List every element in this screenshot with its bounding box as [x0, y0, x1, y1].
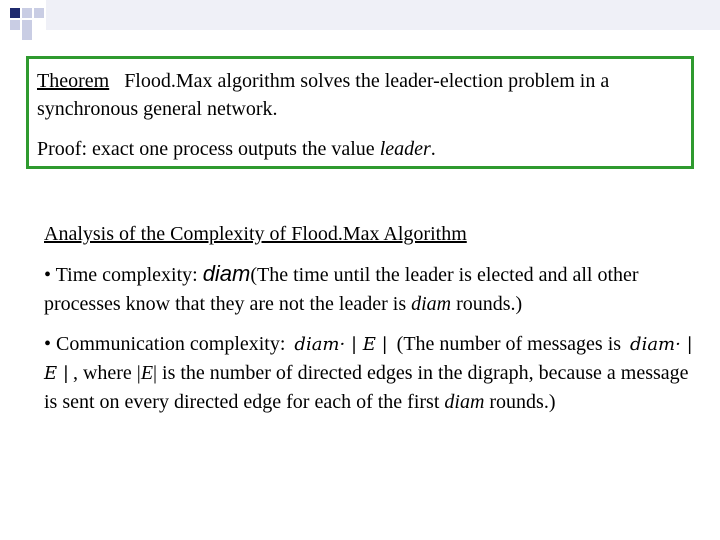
comm-text-4: rounds.)	[484, 391, 556, 413]
theorem-box	[26, 56, 694, 169]
time-complexity-item	[44, 259, 704, 319]
proof-text: Proof: exact one process outputs the value	[37, 138, 380, 160]
time-text-2: rounds.)	[451, 293, 523, 315]
comm-italic-E: E	[140, 362, 154, 384]
comm-formula-2: diam· | E |	[44, 334, 693, 384]
theorem-statement	[37, 67, 683, 123]
analysis-title	[44, 220, 704, 249]
comm-italic-diam: diam	[444, 391, 485, 413]
checkerboard-squares-icon	[0, 0, 720, 40]
communication-complexity-item	[44, 330, 704, 417]
theorem-text: Flood.Max algorithm solves the leader-election problem in a synchronous general network.	[37, 70, 610, 120]
proof-suffix: .	[430, 138, 436, 160]
proof-italic-leader: leader	[379, 138, 431, 160]
time-formula: diam	[202, 261, 251, 286]
comm-text-1: (The number of messages is	[391, 333, 627, 355]
time-text-1: (The time until the leader is elected and all other processes know that they are not the leader is	[44, 264, 639, 315]
time-prefix: • Time complexity:	[44, 264, 203, 286]
comm-formula-1: diam· | E |	[294, 334, 388, 355]
comm-text-3: | is the number of directed edges in the digraph, because a message is sent on every directed edge for each of the first	[44, 362, 689, 413]
analysis-section	[44, 220, 704, 417]
proof-line	[37, 135, 683, 163]
theorem-label: Theorem	[37, 70, 110, 92]
comm-text-2: , where |	[72, 362, 141, 384]
analysis-title-text: Analysis of the Complexity of Flood.Max Algorithm	[44, 223, 467, 245]
time-italic-diam: diam	[411, 293, 452, 315]
comm-prefix: • Communication complexity:	[44, 333, 291, 355]
